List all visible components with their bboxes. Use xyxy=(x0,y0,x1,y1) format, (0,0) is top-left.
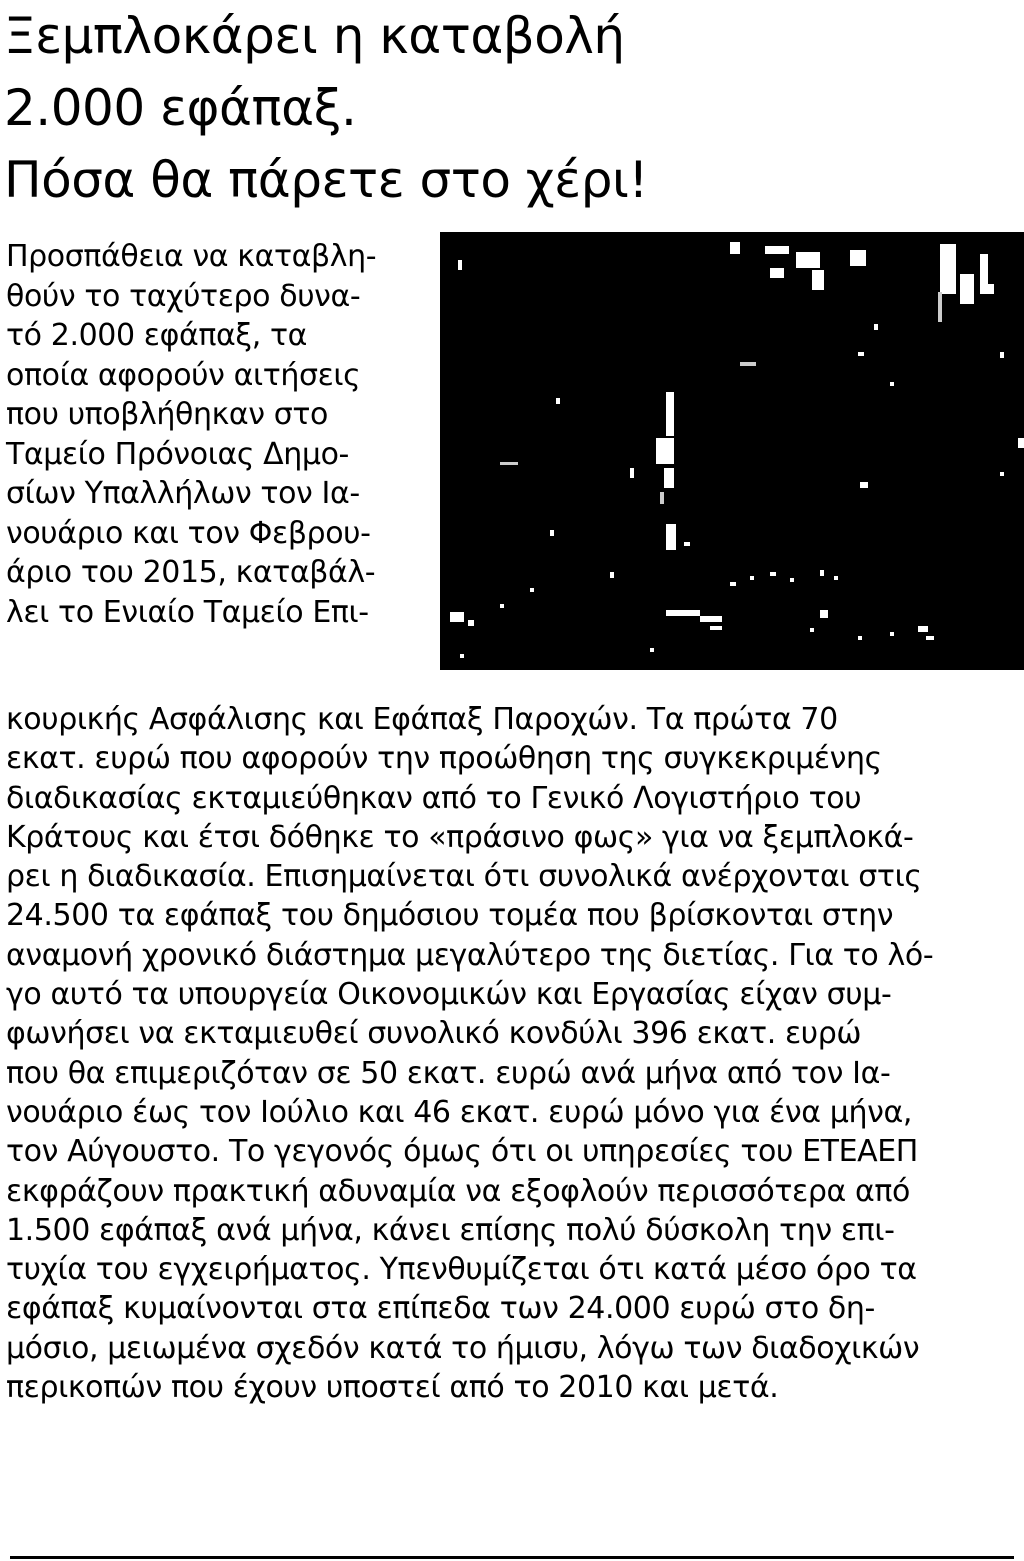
body-line: Ταμείο Πρόνοιας Δημο- xyxy=(6,436,349,472)
photo-image xyxy=(440,232,1024,670)
body-line: μόσιο, μειωμένα σχεδόν κατά το ήμισυ, λόγω των διαδοχικών xyxy=(6,1330,920,1366)
body-line: κουρικής Ασφάλισης και Εφάπαξ Παροχών. Τα πρώτα 70 xyxy=(6,702,838,737)
body-line: τυχία του εγχειρήματος. Υπενθυμίζεται ότι κατά μέσο όρο τα xyxy=(6,1252,917,1288)
body-line: εκατ. ευρώ που αφορούν την προώθηση της συγκεκριμένης xyxy=(6,741,882,777)
body-line: Κράτους και έτσι δόθηκε το «πράσινο φως» για να ξεμπλοκά- xyxy=(6,819,914,855)
article-body-narrow-column xyxy=(6,237,426,632)
article-body-wide-column xyxy=(6,700,1018,1407)
body-line: γο αυτό τα υπουργεία Οικονομικών και Εργασίας είχαν συμ- xyxy=(6,977,892,1013)
body-line: 24.500 τα εφάπαξ του δημόσιου τομέα που βρίσκονται στην xyxy=(6,898,894,934)
body-line: νουάριο έως τον Ιούλιο και 46 εκατ. ευρώ μόνο για ένα μήνα, xyxy=(6,1094,912,1130)
article-title xyxy=(4,0,1014,216)
title-line: 2.000 εφάπαξ. xyxy=(4,79,357,137)
body-line: διαδικασίας εκταμιεύθηκαν από το Γενικό Λογιστήριο του xyxy=(6,780,862,816)
body-line: τό 2.000 εφάπαξ, τα xyxy=(6,318,308,353)
body-line: εκφράζουν πρακτική αδυναμία να εξοφλούν περισσότερα από xyxy=(6,1173,911,1209)
body-line: τον Αύγουστο. Το γεγονός όμως ότι οι υπηρεσίες του ΕΤΕΑΕΠ xyxy=(6,1134,918,1170)
body-line: Προσπάθεια να καταβλη- xyxy=(6,239,377,274)
body-line: νουάριο και τον Φεβρου- xyxy=(6,515,371,551)
body-line: θούν το ταχύτερο δυνα- xyxy=(6,278,361,314)
title-line: Πόσα θα πάρετε στο χέρι! xyxy=(4,151,648,209)
body-line: λει το Ενιαίο Ταμείο Επι- xyxy=(6,594,369,630)
body-line: φωνήσει να εκταμιευθεί συνολικό κονδύλι 396 εκατ. ευρώ xyxy=(6,1016,862,1052)
bottom-divider xyxy=(10,1556,1014,1559)
body-line: εφάπαξ κυμαίνονται στα επίπεδα των 24.000 ευρώ στο δη- xyxy=(6,1291,875,1327)
body-line: περικοπών που έχουν υποστεί από το 2010 και μετά. xyxy=(6,1370,779,1406)
body-line: που υποβλήθηκαν στο xyxy=(6,397,328,432)
body-line: που θα επιμεριζόταν σε 50 εκατ. ευρώ ανά μήνα από τον Ια- xyxy=(6,1055,891,1091)
body-line: οποία αφορούν αιτήσεις xyxy=(6,357,361,393)
body-line: 1.500 εφάπαξ ανά μήνα, κάνει επίσης πολύ δύσκολη την επι- xyxy=(6,1212,895,1248)
article-photo xyxy=(440,232,1024,670)
body-line: άριο του 2015, καταβάλ- xyxy=(6,555,376,590)
body-line: σίων Υπαλλήλων τον Ια- xyxy=(6,476,360,511)
body-line: αναμονή χρονικό διάστημα μεγαλύτερο της διετίας. Για το λό- xyxy=(6,937,934,973)
body-line: ρει η διαδικασία. Επισημαίνεται ότι συνολικά ανέρχονται στις xyxy=(6,859,922,895)
title-line: Ξεμπλοκάρει η καταβολή xyxy=(4,7,625,65)
